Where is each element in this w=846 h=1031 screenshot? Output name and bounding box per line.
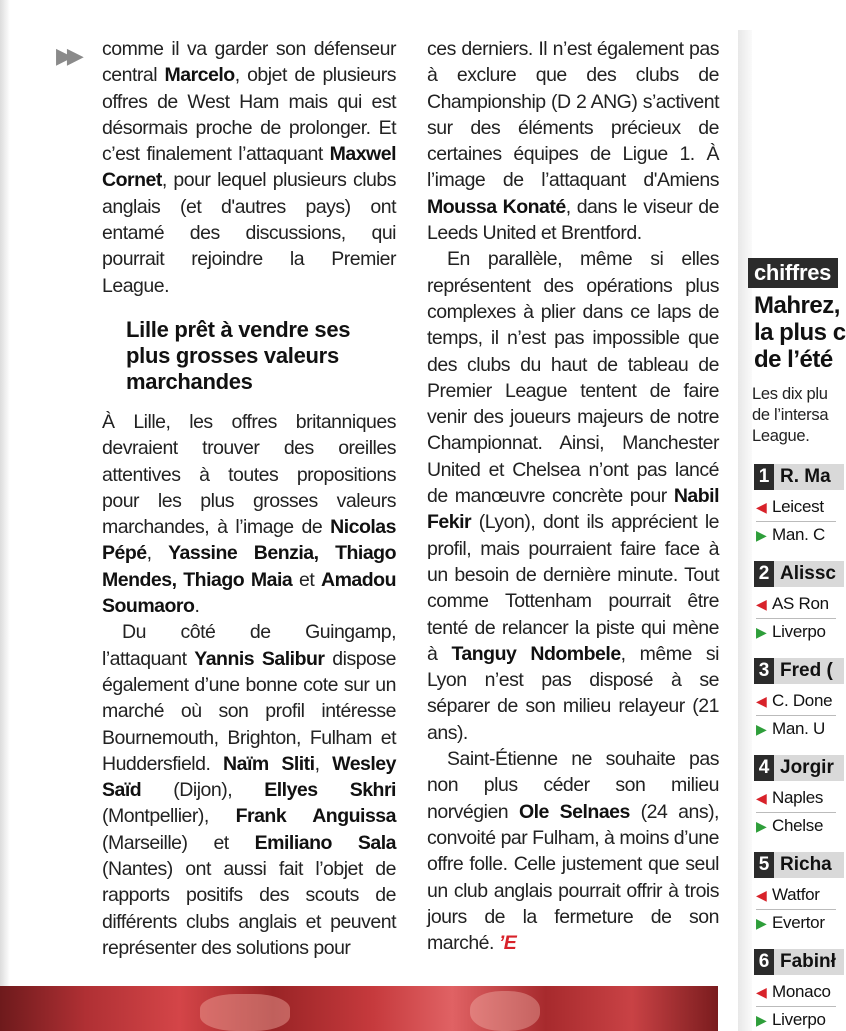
- sidebar-blank-area: [756, 30, 836, 250]
- bold-name: Nabil Fekir: [427, 485, 719, 534]
- row-divider: [756, 715, 836, 716]
- rank-header: [754, 755, 844, 781]
- rank-number: 3: [754, 658, 774, 684]
- paragraph: En parallèle, même si elles représentent des opérations plus complexes à plier dans ce laps de temps, il n’est pas impossible que des clubs du haut de tableau de Premier League tentent de faire venir des joueurs majeurs de notre Championnat. Ainsi, Manchester United et Chelsea n’ont pas lancé de manœuvre concrète pour Nabil Fekir (Lyon), dont ils apprécient le profil, mais pourraient faire face à un besoin de dernière minute. Tout comme Tottenham pourrait être tenté de relancer la piste qui mène à Tanguy Ndombele, même si Lyon n’est pas disposé à se séparer de son milieu relayeur (21 ans).: [427, 248, 720, 744]
- bold-name: Moussa Konaté: [427, 195, 566, 218]
- to-club: ▶ Man. U: [756, 719, 825, 738]
- article-column-1: [102, 36, 396, 961]
- paragraph: ces derniers. Il n’est également pas à exclure que des clubs de Championship (D 2 ANG) s’activent sur des éléments précieux de certaines équipes de Ligue 1. À l’image de l’attaquant d'Amiens Moussa Konaté, dans le viseur de Leeds United et Brentford.: [427, 38, 719, 245]
- sidebar-box: [748, 0, 846, 1031]
- player-name: Alissc: [780, 563, 836, 584]
- rank-header: [754, 658, 844, 684]
- rank-number: 6: [754, 949, 774, 975]
- player-name: Fabinł: [780, 951, 836, 972]
- row-divider: [756, 909, 836, 910]
- bold-name: Frank Anguissa: [235, 805, 396, 828]
- red-triangle-left-icon: ◀: [756, 693, 767, 709]
- player-name: Fred (: [780, 660, 833, 681]
- rank-number: 5: [754, 852, 774, 878]
- bold-name: Ellyes Skhri: [264, 779, 396, 802]
- bold-name: Yannis Salibur: [194, 647, 325, 670]
- green-triangle-right-icon: ▶: [756, 1012, 767, 1028]
- sidebar-title: Mahrez, la plus c de l’été: [754, 292, 846, 373]
- bottom-photo: [0, 986, 718, 1031]
- green-triangle-right-icon: ▶: [756, 721, 767, 737]
- to-club: ▶ Liverpo: [756, 622, 826, 641]
- rank-header: [754, 949, 844, 975]
- from-club: ◀ Watfor: [756, 885, 820, 904]
- sidebar-intro: Les dix plu de l’intersa League.: [752, 385, 829, 445]
- paragraph: Saint-Étienne ne souhaite pas non plus céder son milieu norvégien Ole Selnaes (24 ans), convoité par Fulham, à moins d’une offre folle. Celle justement que seul un club anglais pourrait offrir à trois jours de la fermeture de son marché. ’E: [427, 748, 719, 955]
- row-divider: [756, 521, 836, 522]
- rank-header: [754, 561, 844, 587]
- from-club: ◀ Monaco: [756, 982, 831, 1001]
- paragraph: Du côté de Guingamp, l’attaquant Yannis Salibur dispose également d’une bonne cote sur un marché où son profil intéresse Bournemouth, Brighton, Fulham et Huddersfield. Naïm Sliti, Wesley Saïd (Dijon), Ellyes Skhri (Montpellier), Frank Anguissa (Marseille) et Emiliano Sala (Nantes) ont aussi fait l’objet de rapports positifs des scouts de différents clubs anglais et peuvent représenter des solutions pour: [102, 621, 396, 959]
- double-chevron-right-icon: ▶▶: [56, 43, 78, 68]
- bold-name: Ole Selnaes: [518, 800, 630, 823]
- red-triangle-left-icon: ◀: [756, 887, 767, 903]
- page-edge-shadow: [0, 0, 10, 1031]
- bold-name: Yassine Benzia, Thiago Mendes, Thiago Maia: [102, 542, 396, 591]
- subheading: Lille prêt à vendre ses plus grosses valeurs marchandes: [126, 316, 351, 394]
- red-triangle-left-icon: ◀: [756, 984, 767, 1000]
- paragraph: À Lille, les offres britanniques devraient trouver des oreilles attentives à toutes propositions pour les plus grosses valeurs marchandes, à l’image de Nicolas Pépé, Yassine Benzia, Thiago Mendes, Thiago Maia et Amadou Soumaoro.: [102, 410, 396, 618]
- red-triangle-left-icon: ◀: [756, 499, 767, 515]
- bold-name: Wesley Saïd: [102, 752, 396, 802]
- to-club: ▶ Liverpo: [756, 1010, 826, 1029]
- red-triangle-left-icon: ◀: [756, 596, 767, 612]
- to-club: ▶ Evertor: [756, 913, 825, 932]
- rank-number: 4: [754, 755, 774, 781]
- from-club: ◀ C. Done: [756, 691, 833, 710]
- bold-name: Emiliano Sala: [254, 831, 396, 854]
- to-club: ▶ Chelse: [756, 816, 824, 835]
- rank-header: [754, 464, 844, 490]
- player-name: R. Ma: [780, 466, 831, 487]
- from-club: ◀ Leicest: [756, 497, 824, 516]
- to-club: ▶ Man. C: [756, 525, 825, 544]
- sidebar-kicker: chiffres: [748, 258, 838, 288]
- player-name: Jorgir: [780, 757, 834, 778]
- green-triangle-right-icon: ▶: [756, 527, 767, 543]
- rank-header: [754, 852, 844, 878]
- row-divider: [756, 618, 836, 619]
- bold-name: Amadou Soumaoro: [102, 568, 396, 618]
- bold-name: Naïm Sliti: [223, 752, 315, 775]
- article-column-2: [427, 36, 719, 956]
- green-triangle-right-icon: ▶: [756, 818, 767, 834]
- bold-name: Tanguy Ndombele: [451, 642, 621, 665]
- end-signature: ’E: [498, 932, 517, 955]
- rank-number: 1: [754, 464, 774, 490]
- from-club: ◀ Naples: [756, 788, 824, 807]
- row-divider: [756, 1006, 836, 1007]
- paragraph: comme il va garder son défenseur central Marcelo, objet de plusieurs offres de West Ham mais qui est désormais proche de prolonger. Et c’est finalement l’attaquant Maxwel Cornet, pour lequel plusieurs clubs anglais (et d'autres pays) ont entamé des discussions, qui pourrait rejoindre la Premier League.: [102, 38, 397, 297]
- green-triangle-right-icon: ▶: [756, 915, 767, 931]
- row-divider: [756, 812, 836, 813]
- player-name: Richa: [780, 854, 832, 875]
- rank-number: 2: [754, 561, 774, 587]
- bold-name: Nicolas Pépé: [102, 516, 396, 565]
- from-club: ◀ AS Ron: [756, 594, 829, 613]
- red-triangle-left-icon: ◀: [756, 790, 767, 806]
- bold-name: Marcelo: [164, 64, 235, 87]
- bold-name: Maxwel Cornet: [102, 143, 396, 192]
- green-triangle-right-icon: ▶: [756, 624, 767, 640]
